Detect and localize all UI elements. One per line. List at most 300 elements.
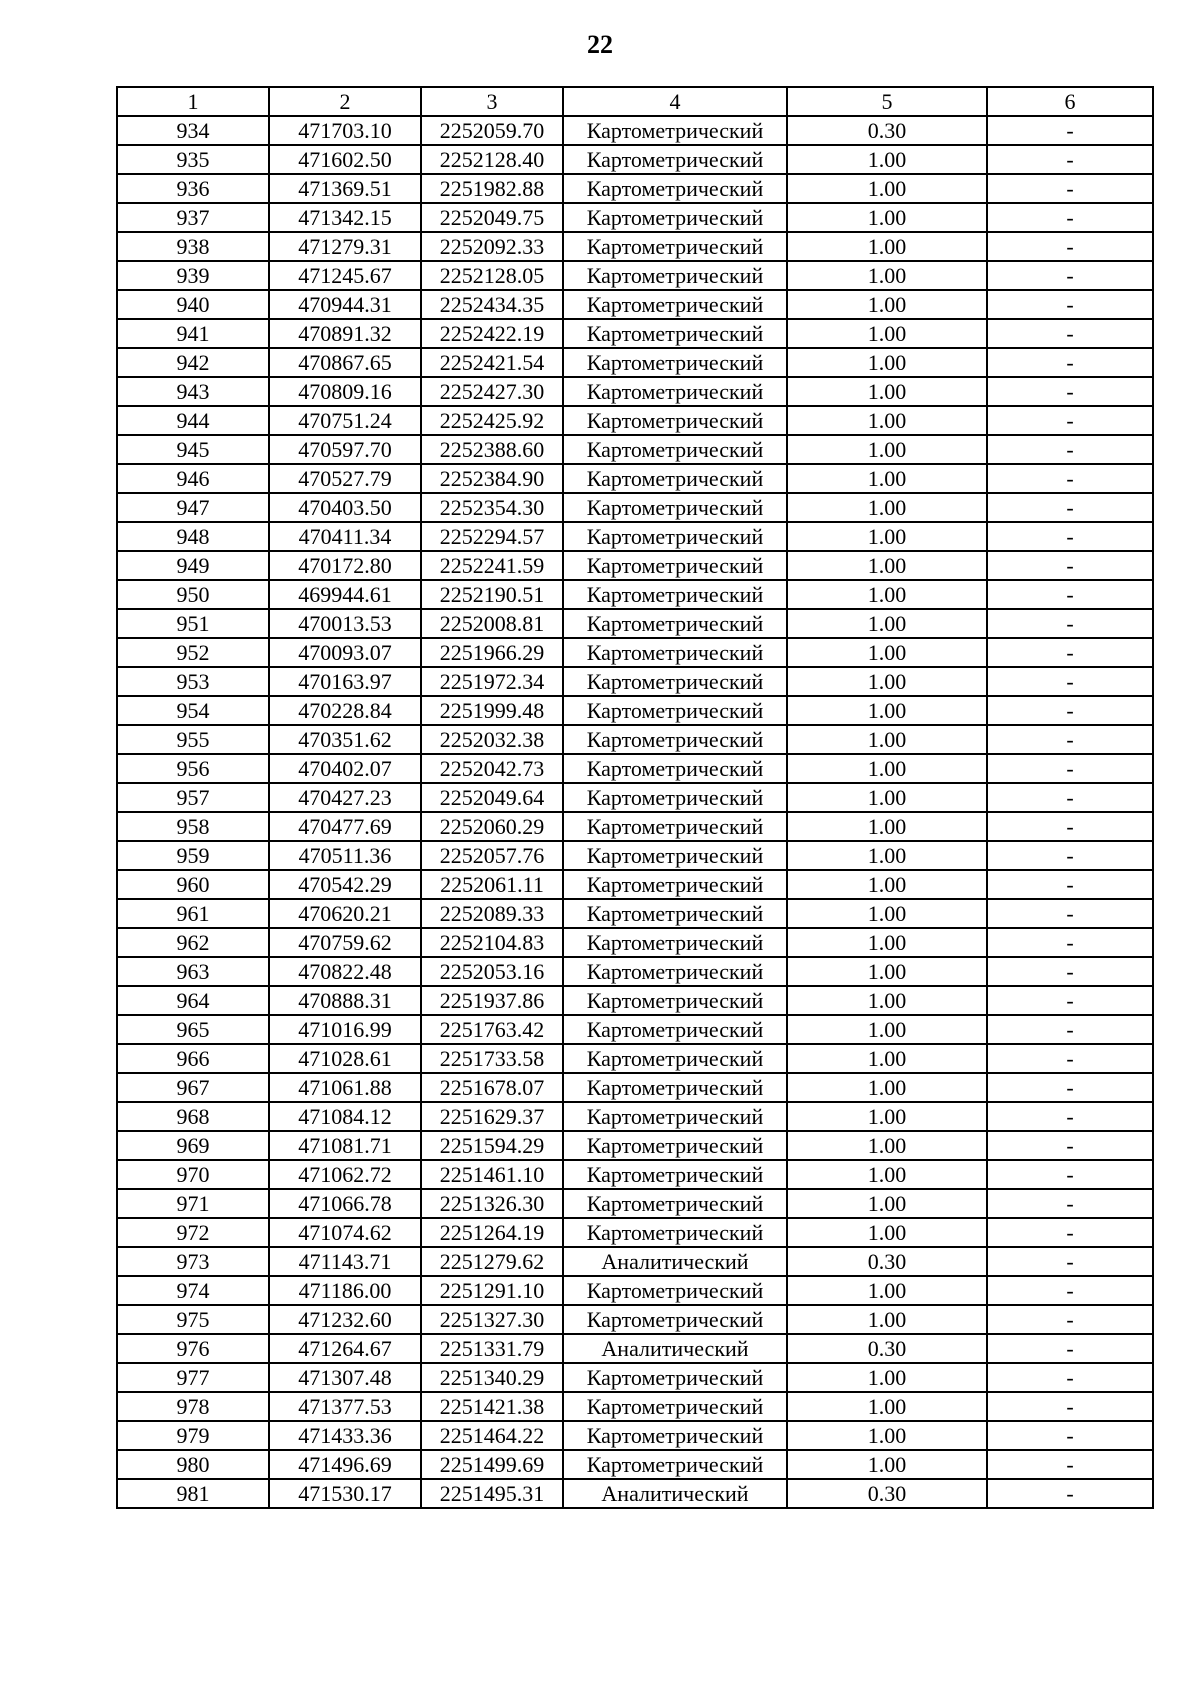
note-cell: - xyxy=(987,203,1153,232)
table-row xyxy=(117,580,1153,609)
note-cell: - xyxy=(987,609,1153,638)
table-row xyxy=(117,1015,1153,1044)
y-coordinate-cell: 2252190.51 xyxy=(421,580,563,609)
x-coordinate-cell: 470527.79 xyxy=(269,464,421,493)
note-cell: - xyxy=(987,493,1153,522)
column-header-2: 2 xyxy=(269,87,421,116)
method-cell: Картометрический xyxy=(563,638,787,667)
point-number-cell: 941 xyxy=(117,319,269,348)
method-cell: Картометрический xyxy=(563,870,787,899)
note-cell: - xyxy=(987,261,1153,290)
table-row xyxy=(117,957,1153,986)
table-row xyxy=(117,754,1153,783)
note-cell: - xyxy=(987,1392,1153,1421)
accuracy-cell: 1.00 xyxy=(787,1189,987,1218)
x-coordinate-cell: 470163.97 xyxy=(269,667,421,696)
method-cell: Картометрический xyxy=(563,319,787,348)
y-coordinate-cell: 2251279.62 xyxy=(421,1247,563,1276)
x-coordinate-cell: 471016.99 xyxy=(269,1015,421,1044)
accuracy-cell: 1.00 xyxy=(787,957,987,986)
table-row xyxy=(117,1247,1153,1276)
accuracy-cell: 1.00 xyxy=(787,522,987,551)
x-coordinate-cell: 471279.31 xyxy=(269,232,421,261)
y-coordinate-cell: 2252061.11 xyxy=(421,870,563,899)
table-row xyxy=(117,638,1153,667)
note-cell: - xyxy=(987,986,1153,1015)
method-cell: Аналитический xyxy=(563,1479,787,1508)
y-coordinate-cell: 2251763.42 xyxy=(421,1015,563,1044)
point-number-cell: 967 xyxy=(117,1073,269,1102)
table-row xyxy=(117,609,1153,638)
y-coordinate-cell: 2251733.58 xyxy=(421,1044,563,1073)
point-number-cell: 936 xyxy=(117,174,269,203)
y-coordinate-cell: 2252042.73 xyxy=(421,754,563,783)
method-cell: Картометрический xyxy=(563,1102,787,1131)
point-number-cell: 951 xyxy=(117,609,269,638)
accuracy-cell: 1.00 xyxy=(787,1305,987,1334)
accuracy-cell: 1.00 xyxy=(787,783,987,812)
x-coordinate-cell: 470542.29 xyxy=(269,870,421,899)
point-number-cell: 980 xyxy=(117,1450,269,1479)
method-cell: Картометрический xyxy=(563,116,787,145)
table-row xyxy=(117,1450,1153,1479)
point-number-cell: 969 xyxy=(117,1131,269,1160)
x-coordinate-cell: 470093.07 xyxy=(269,638,421,667)
y-coordinate-cell: 2252104.83 xyxy=(421,928,563,957)
table-row xyxy=(117,899,1153,928)
x-coordinate-cell: 471143.71 xyxy=(269,1247,421,1276)
note-cell: - xyxy=(987,1450,1153,1479)
accuracy-cell: 1.00 xyxy=(787,348,987,377)
accuracy-cell: 1.00 xyxy=(787,609,987,638)
note-cell: - xyxy=(987,899,1153,928)
y-coordinate-cell: 2252008.81 xyxy=(421,609,563,638)
method-cell: Картометрический xyxy=(563,609,787,638)
y-coordinate-cell: 2252060.29 xyxy=(421,812,563,841)
x-coordinate-cell: 471530.17 xyxy=(269,1479,421,1508)
method-cell: Картометрический xyxy=(563,348,787,377)
note-cell: - xyxy=(987,580,1153,609)
note-cell: - xyxy=(987,1073,1153,1102)
x-coordinate-cell: 470511.36 xyxy=(269,841,421,870)
x-coordinate-cell: 470751.24 xyxy=(269,406,421,435)
y-coordinate-cell: 2252032.38 xyxy=(421,725,563,754)
y-coordinate-cell: 2252354.30 xyxy=(421,493,563,522)
y-coordinate-cell: 2252049.64 xyxy=(421,783,563,812)
note-cell: - xyxy=(987,1334,1153,1363)
y-coordinate-cell: 2252427.30 xyxy=(421,377,563,406)
point-number-cell: 956 xyxy=(117,754,269,783)
accuracy-cell: 1.00 xyxy=(787,899,987,928)
accuracy-cell: 1.00 xyxy=(787,1363,987,1392)
accuracy-cell: 1.00 xyxy=(787,638,987,667)
note-cell: - xyxy=(987,841,1153,870)
table-row xyxy=(117,1421,1153,1450)
accuracy-cell: 0.30 xyxy=(787,116,987,145)
note-cell: - xyxy=(987,928,1153,957)
table-row xyxy=(117,377,1153,406)
note-cell: - xyxy=(987,348,1153,377)
note-cell: - xyxy=(987,522,1153,551)
x-coordinate-cell: 471377.53 xyxy=(269,1392,421,1421)
note-cell: - xyxy=(987,957,1153,986)
accuracy-cell: 1.00 xyxy=(787,1392,987,1421)
x-coordinate-cell: 469944.61 xyxy=(269,580,421,609)
method-cell: Картометрический xyxy=(563,290,787,319)
y-coordinate-cell: 2252059.70 xyxy=(421,116,563,145)
x-coordinate-cell: 470403.50 xyxy=(269,493,421,522)
method-cell: Картометрический xyxy=(563,232,787,261)
method-cell: Картометрический xyxy=(563,377,787,406)
accuracy-cell: 1.00 xyxy=(787,986,987,1015)
point-number-cell: 977 xyxy=(117,1363,269,1392)
method-cell: Картометрический xyxy=(563,1189,787,1218)
accuracy-cell: 1.00 xyxy=(787,261,987,290)
table-row xyxy=(117,406,1153,435)
y-coordinate-cell: 2252434.35 xyxy=(421,290,563,319)
note-cell: - xyxy=(987,435,1153,464)
point-number-cell: 942 xyxy=(117,348,269,377)
y-coordinate-cell: 2252128.40 xyxy=(421,145,563,174)
y-coordinate-cell: 2251499.69 xyxy=(421,1450,563,1479)
method-cell: Картометрический xyxy=(563,1363,787,1392)
table-row xyxy=(117,1218,1153,1247)
method-cell: Аналитический xyxy=(563,1247,787,1276)
note-cell: - xyxy=(987,1479,1153,1508)
point-number-cell: 979 xyxy=(117,1421,269,1450)
y-coordinate-cell: 2252092.33 xyxy=(421,232,563,261)
note-cell: - xyxy=(987,319,1153,348)
x-coordinate-cell: 470411.34 xyxy=(269,522,421,551)
x-coordinate-cell: 471028.61 xyxy=(269,1044,421,1073)
point-number-cell: 935 xyxy=(117,145,269,174)
note-cell: - xyxy=(987,406,1153,435)
accuracy-cell: 1.00 xyxy=(787,725,987,754)
point-number-cell: 955 xyxy=(117,725,269,754)
point-number-cell: 976 xyxy=(117,1334,269,1363)
x-coordinate-cell: 470477.69 xyxy=(269,812,421,841)
table-row xyxy=(117,261,1153,290)
accuracy-cell: 1.00 xyxy=(787,812,987,841)
note-cell: - xyxy=(987,377,1153,406)
method-cell: Картометрический xyxy=(563,145,787,174)
accuracy-cell: 1.00 xyxy=(787,406,987,435)
table-row xyxy=(117,812,1153,841)
accuracy-cell: 1.00 xyxy=(787,1073,987,1102)
accuracy-cell: 1.00 xyxy=(787,1421,987,1450)
method-cell: Картометрический xyxy=(563,928,787,957)
accuracy-cell: 1.00 xyxy=(787,928,987,957)
point-number-cell: 972 xyxy=(117,1218,269,1247)
table-row xyxy=(117,1363,1153,1392)
table-row xyxy=(117,1073,1153,1102)
point-number-cell: 974 xyxy=(117,1276,269,1305)
point-number-cell: 952 xyxy=(117,638,269,667)
y-coordinate-cell: 2251326.30 xyxy=(421,1189,563,1218)
y-coordinate-cell: 2252425.92 xyxy=(421,406,563,435)
column-header-3: 3 xyxy=(421,87,563,116)
method-cell: Картометрический xyxy=(563,754,787,783)
accuracy-cell: 1.00 xyxy=(787,1015,987,1044)
point-number-cell: 964 xyxy=(117,986,269,1015)
x-coordinate-cell: 470891.32 xyxy=(269,319,421,348)
table-header xyxy=(117,87,1153,116)
y-coordinate-cell: 2252089.33 xyxy=(421,899,563,928)
accuracy-cell: 1.00 xyxy=(787,1450,987,1479)
note-cell: - xyxy=(987,812,1153,841)
x-coordinate-cell: 470402.07 xyxy=(269,754,421,783)
x-coordinate-cell: 470822.48 xyxy=(269,957,421,986)
y-coordinate-cell: 2251594.29 xyxy=(421,1131,563,1160)
accuracy-cell: 1.00 xyxy=(787,493,987,522)
point-number-cell: 949 xyxy=(117,551,269,580)
accuracy-cell: 1.00 xyxy=(787,1102,987,1131)
table-row xyxy=(117,870,1153,899)
note-cell: - xyxy=(987,667,1153,696)
table-row xyxy=(117,1131,1153,1160)
y-coordinate-cell: 2252294.57 xyxy=(421,522,563,551)
table-row xyxy=(117,1044,1153,1073)
y-coordinate-cell: 2251340.29 xyxy=(421,1363,563,1392)
method-cell: Картометрический xyxy=(563,1015,787,1044)
x-coordinate-cell: 471186.00 xyxy=(269,1276,421,1305)
accuracy-cell: 1.00 xyxy=(787,696,987,725)
x-coordinate-cell: 470427.23 xyxy=(269,783,421,812)
point-number-cell: 971 xyxy=(117,1189,269,1218)
note-cell: - xyxy=(987,1160,1153,1189)
accuracy-cell: 1.00 xyxy=(787,145,987,174)
y-coordinate-cell: 2252053.16 xyxy=(421,957,563,986)
y-coordinate-cell: 2251327.30 xyxy=(421,1305,563,1334)
accuracy-cell: 1.00 xyxy=(787,1218,987,1247)
table-row xyxy=(117,145,1153,174)
y-coordinate-cell: 2251972.34 xyxy=(421,667,563,696)
accuracy-cell: 0.30 xyxy=(787,1479,987,1508)
page-number: 22 xyxy=(587,30,613,59)
note-cell: - xyxy=(987,725,1153,754)
method-cell: Картометрический xyxy=(563,957,787,986)
method-cell: Картометрический xyxy=(563,696,787,725)
point-number-cell: 943 xyxy=(117,377,269,406)
column-header-5: 5 xyxy=(787,87,987,116)
accuracy-cell: 1.00 xyxy=(787,435,987,464)
accuracy-cell: 1.00 xyxy=(787,1044,987,1073)
table-row xyxy=(117,696,1153,725)
y-coordinate-cell: 2251421.38 xyxy=(421,1392,563,1421)
point-number-cell: 960 xyxy=(117,870,269,899)
x-coordinate-cell: 471602.50 xyxy=(269,145,421,174)
y-coordinate-cell: 2252049.75 xyxy=(421,203,563,232)
table-row xyxy=(117,319,1153,348)
note-cell: - xyxy=(987,783,1153,812)
note-cell: - xyxy=(987,1421,1153,1450)
accuracy-cell: 1.00 xyxy=(787,319,987,348)
method-cell: Картометрический xyxy=(563,406,787,435)
x-coordinate-cell: 471074.62 xyxy=(269,1218,421,1247)
table-row xyxy=(117,1189,1153,1218)
table-row xyxy=(117,928,1153,957)
y-coordinate-cell: 2251982.88 xyxy=(421,174,563,203)
note-cell: - xyxy=(987,1102,1153,1131)
y-coordinate-cell: 2251937.86 xyxy=(421,986,563,1015)
y-coordinate-cell: 2252128.05 xyxy=(421,261,563,290)
table-row xyxy=(117,551,1153,580)
accuracy-cell: 1.00 xyxy=(787,754,987,783)
point-number-cell: 954 xyxy=(117,696,269,725)
table-row xyxy=(117,1305,1153,1334)
accuracy-cell: 1.00 xyxy=(787,1131,987,1160)
point-number-cell: 944 xyxy=(117,406,269,435)
column-header-1: 1 xyxy=(117,87,269,116)
note-cell: - xyxy=(987,1015,1153,1044)
accuracy-cell: 1.00 xyxy=(787,174,987,203)
method-cell: Картометрический xyxy=(563,464,787,493)
table-row xyxy=(117,232,1153,261)
method-cell: Картометрический xyxy=(563,1044,787,1073)
note-cell: - xyxy=(987,1044,1153,1073)
x-coordinate-cell: 470809.16 xyxy=(269,377,421,406)
table-row xyxy=(117,986,1153,1015)
y-coordinate-cell: 2251264.19 xyxy=(421,1218,563,1247)
point-number-cell: 950 xyxy=(117,580,269,609)
note-cell: - xyxy=(987,1131,1153,1160)
table-row xyxy=(117,841,1153,870)
point-number-cell: 959 xyxy=(117,841,269,870)
table-row xyxy=(117,1334,1153,1363)
x-coordinate-cell: 471084.12 xyxy=(269,1102,421,1131)
table-row xyxy=(117,783,1153,812)
note-cell: - xyxy=(987,145,1153,174)
point-number-cell: 975 xyxy=(117,1305,269,1334)
method-cell: Картометрический xyxy=(563,551,787,580)
accuracy-cell: 0.30 xyxy=(787,1247,987,1276)
method-cell: Аналитический xyxy=(563,1334,787,1363)
method-cell: Картометрический xyxy=(563,667,787,696)
note-cell: - xyxy=(987,1305,1153,1334)
table-row xyxy=(117,174,1153,203)
y-coordinate-cell: 2252421.54 xyxy=(421,348,563,377)
x-coordinate-cell: 471062.72 xyxy=(269,1160,421,1189)
table-row xyxy=(117,435,1153,464)
point-number-cell: 978 xyxy=(117,1392,269,1421)
note-cell: - xyxy=(987,1189,1153,1218)
method-cell: Картометрический xyxy=(563,1450,787,1479)
method-cell: Картометрический xyxy=(563,174,787,203)
method-cell: Картометрический xyxy=(563,725,787,754)
x-coordinate-cell: 470172.80 xyxy=(269,551,421,580)
accuracy-cell: 1.00 xyxy=(787,290,987,319)
accuracy-cell: 1.00 xyxy=(787,841,987,870)
table-row xyxy=(117,1102,1153,1131)
point-number-cell: 940 xyxy=(117,290,269,319)
point-number-cell: 961 xyxy=(117,899,269,928)
x-coordinate-cell: 470228.84 xyxy=(269,696,421,725)
point-number-cell: 947 xyxy=(117,493,269,522)
y-coordinate-cell: 2251678.07 xyxy=(421,1073,563,1102)
x-coordinate-cell: 471307.48 xyxy=(269,1363,421,1392)
table-row xyxy=(117,116,1153,145)
method-cell: Картометрический xyxy=(563,1073,787,1102)
x-coordinate-cell: 470944.31 xyxy=(269,290,421,319)
header-row xyxy=(117,87,1153,116)
point-number-cell: 938 xyxy=(117,232,269,261)
point-number-cell: 962 xyxy=(117,928,269,957)
method-cell: Картометрический xyxy=(563,580,787,609)
x-coordinate-cell: 471496.69 xyxy=(269,1450,421,1479)
coordinates-table xyxy=(116,86,1154,1509)
method-cell: Картометрический xyxy=(563,841,787,870)
method-cell: Картометрический xyxy=(563,203,787,232)
method-cell: Картометрический xyxy=(563,522,787,551)
accuracy-cell: 1.00 xyxy=(787,377,987,406)
note-cell: - xyxy=(987,116,1153,145)
method-cell: Картометрический xyxy=(563,783,787,812)
point-number-cell: 939 xyxy=(117,261,269,290)
x-coordinate-cell: 470013.53 xyxy=(269,609,421,638)
y-coordinate-cell: 2251495.31 xyxy=(421,1479,563,1508)
y-coordinate-cell: 2252422.19 xyxy=(421,319,563,348)
x-coordinate-cell: 470597.70 xyxy=(269,435,421,464)
point-number-cell: 957 xyxy=(117,783,269,812)
point-number-cell: 966 xyxy=(117,1044,269,1073)
method-cell: Картометрический xyxy=(563,1160,787,1189)
point-number-cell: 973 xyxy=(117,1247,269,1276)
x-coordinate-cell: 471264.67 xyxy=(269,1334,421,1363)
method-cell: Картометрический xyxy=(563,1421,787,1450)
method-cell: Картометрический xyxy=(563,1305,787,1334)
method-cell: Картометрический xyxy=(563,261,787,290)
note-cell: - xyxy=(987,696,1153,725)
accuracy-cell: 1.00 xyxy=(787,551,987,580)
point-number-cell: 945 xyxy=(117,435,269,464)
table-row xyxy=(117,1160,1153,1189)
y-coordinate-cell: 2252384.90 xyxy=(421,464,563,493)
table-body xyxy=(117,116,1153,1508)
table-row xyxy=(117,464,1153,493)
table-row xyxy=(117,290,1153,319)
table-row xyxy=(117,522,1153,551)
point-number-cell: 958 xyxy=(117,812,269,841)
x-coordinate-cell: 471066.78 xyxy=(269,1189,421,1218)
point-number-cell: 981 xyxy=(117,1479,269,1508)
x-coordinate-cell: 471232.60 xyxy=(269,1305,421,1334)
point-number-cell: 937 xyxy=(117,203,269,232)
x-coordinate-cell: 471245.67 xyxy=(269,261,421,290)
x-coordinate-cell: 471433.36 xyxy=(269,1421,421,1450)
note-cell: - xyxy=(987,870,1153,899)
table-row xyxy=(117,1276,1153,1305)
y-coordinate-cell: 2251464.22 xyxy=(421,1421,563,1450)
x-coordinate-cell: 470867.65 xyxy=(269,348,421,377)
x-coordinate-cell: 470759.62 xyxy=(269,928,421,957)
point-number-cell: 970 xyxy=(117,1160,269,1189)
column-header-4: 4 xyxy=(563,87,787,116)
point-number-cell: 968 xyxy=(117,1102,269,1131)
method-cell: Картометрический xyxy=(563,986,787,1015)
x-coordinate-cell: 470888.31 xyxy=(269,986,421,1015)
x-coordinate-cell: 470351.62 xyxy=(269,725,421,754)
note-cell: - xyxy=(987,464,1153,493)
y-coordinate-cell: 2251331.79 xyxy=(421,1334,563,1363)
method-cell: Картометрический xyxy=(563,1276,787,1305)
point-number-cell: 965 xyxy=(117,1015,269,1044)
y-coordinate-cell: 2251629.37 xyxy=(421,1102,563,1131)
accuracy-cell: 1.00 xyxy=(787,1276,987,1305)
note-cell: - xyxy=(987,754,1153,783)
method-cell: Картометрический xyxy=(563,493,787,522)
note-cell: - xyxy=(987,232,1153,261)
accuracy-cell: 0.30 xyxy=(787,1334,987,1363)
